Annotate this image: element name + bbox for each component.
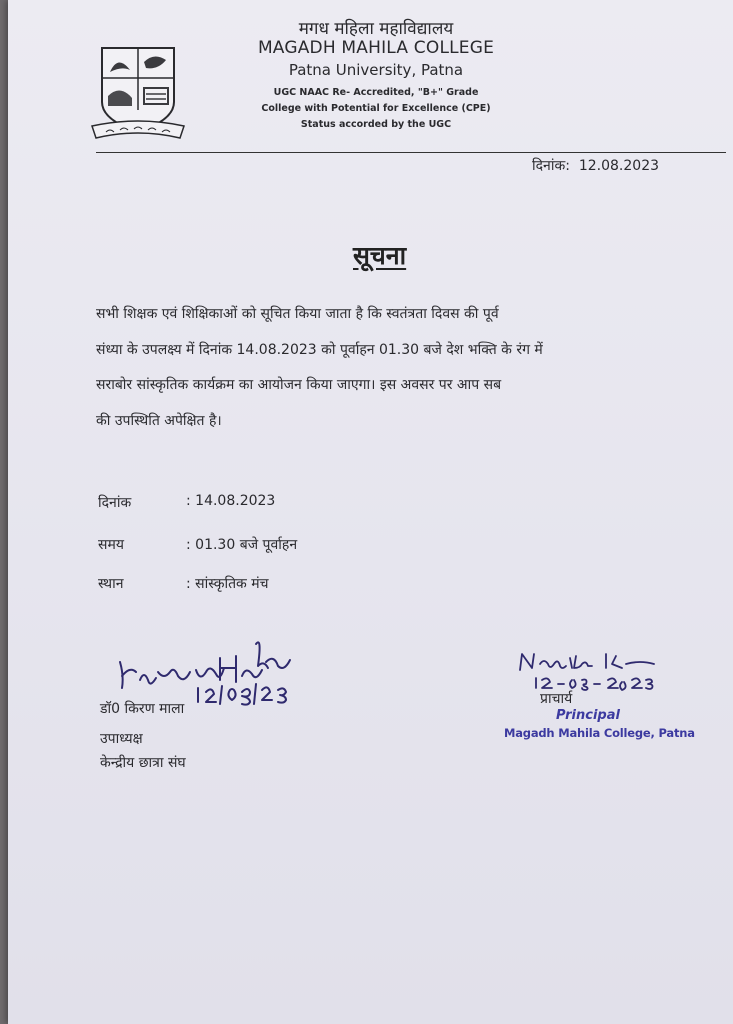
body-line: की उपस्थिति अपेक्षित है। bbox=[96, 412, 222, 429]
detail-venue-value: : सांस्कृतिक मंच bbox=[186, 576, 269, 592]
accreditation-line: Status accorded by the UGC bbox=[300, 119, 452, 130]
detail-venue-label: स्थान bbox=[98, 576, 124, 592]
body-line: सराबोर सांस्कृतिक कार्यक्रम का आयोजन किया जाएगा। इस अवसर पर आप सब bbox=[96, 377, 502, 393]
detail-date-value: : 14.08.2023 bbox=[186, 493, 276, 509]
body-line: सभी शिक्षक एवं शिक्षिकाओं को सूचित किया जाता है कि स्वतंत्रता दिवस की पूर्व bbox=[96, 306, 499, 322]
vice-president-signature bbox=[116, 636, 306, 706]
principal-stamp-college: Magadh Mahila College, Patna bbox=[504, 726, 695, 740]
university-name: Patna University, Patna bbox=[288, 61, 464, 79]
notice-body bbox=[96, 297, 694, 439]
vice-president-name: डॉ0 किरण माला bbox=[100, 701, 185, 717]
principal-title-hindi: प्राचार्य bbox=[540, 691, 573, 707]
student-union-name: केन्द्रीय छात्रा संघ bbox=[100, 755, 186, 771]
notice-document bbox=[8, 0, 733, 1024]
notice-title: सूचना bbox=[353, 241, 407, 270]
college-name: MAGADH MAHILA COLLEGE bbox=[257, 38, 495, 58]
accreditation-line: UGC NAAC Re- Accredited, "B+" Grade bbox=[273, 87, 479, 98]
notice-date bbox=[532, 156, 659, 175]
college-name-hindi: मगध महिला महाविद्यालय bbox=[298, 19, 454, 39]
accreditation-line: College with Potential for Excellence (CPE) bbox=[261, 103, 491, 114]
notice-date-label: दिनांक: bbox=[532, 158, 570, 174]
college-logo bbox=[88, 40, 188, 140]
detail-time-label: समय bbox=[98, 537, 124, 553]
principal-stamp-title: Principal bbox=[556, 708, 620, 723]
vice-president-designation: उपाध्यक्ष bbox=[100, 731, 143, 747]
header-divider bbox=[96, 152, 726, 153]
notice-date-value: 12.08.2023 bbox=[578, 158, 660, 174]
principal-signature bbox=[516, 650, 666, 700]
detail-date-label: दिनांक bbox=[98, 495, 132, 511]
detail-time-value: : 01.30 बजे पूर्वाहन bbox=[186, 537, 298, 553]
body-line: संध्या के उपलक्ष्य में दिनांक 14.08.2023 को पूर्वाहन 01.30 बजे देश भक्ति के रंग में bbox=[96, 341, 543, 358]
